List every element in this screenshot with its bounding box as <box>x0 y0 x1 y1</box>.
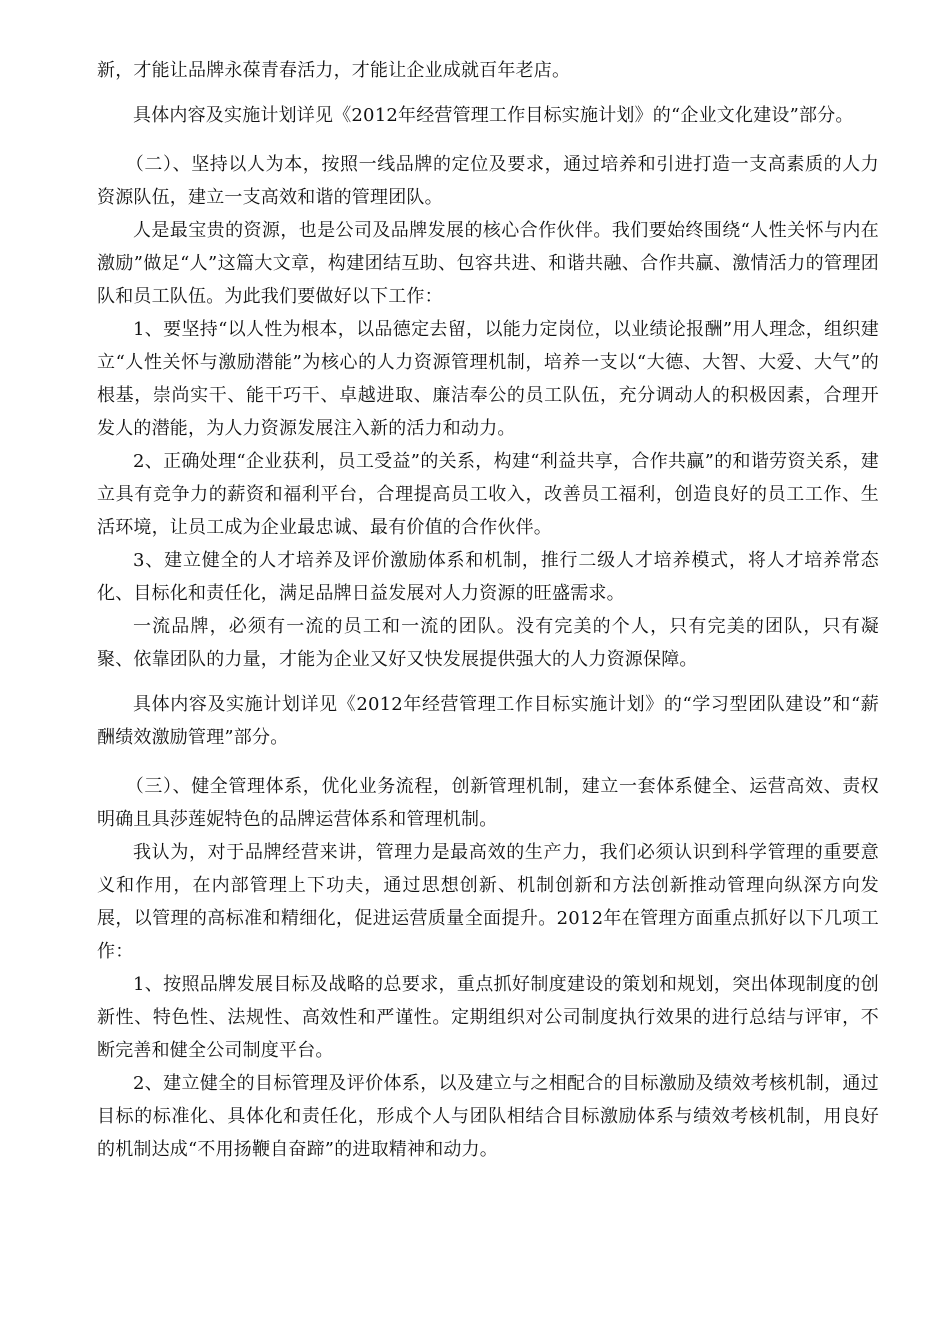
list-item-management-2: 2、建立健全的目标管理及评价体系，以及建立与之相配合的目标激励及绩效考核机制，通过目标的标准化、具体化和责任化，形成个人与团队相结合目标激励体系与绩效考核机制，用良好的机制达成“不用扬鞭自奋蹄”的进取精神和动力。 <box>97 1073 879 1160</box>
list-item-2: 2、正确处理“企业获利，员工受益”的关系，构建“利益共享，合作共赢”的和谐劳资关系，建立具有竞争力的薪资和福利平台，合理提高员工收入，改善员工福利，创造良好的员工工作、生活环境，让员工成为企业最忠诚、最有价值的合作伙伴。 <box>97 451 879 538</box>
list-item-3: 3、建立健全的人才培养及评价激励体系和机制，推行二级人才培养模式，将人才培养常态化、目标化和责任化，满足品牌日益发展对人力资源的旺盛需求。 <box>97 550 879 604</box>
section-heading-2: （二）、坚持以人为本，按照一线品牌的定位及要求，通过培养和引进打造一支高素质的人力资源队伍，建立一支高效和谐的管理团队。 <box>97 154 879 208</box>
list-item-1: 1、要坚持“以人性为根本，以品德定去留，以能力定岗位，以业绩论报酬”用人理念，组织建立“人性关怀与激励潜能”为核心的人力资源管理机制，培养一支以“大德、大智、大爱、大气”的根基，崇尚实干、能干巧干、卓越进取、廉洁奉公的员工队伍，充分调动人的积极因素，合理开发人的潜能，为人力资源发展注入新的活力和动力。 <box>97 319 879 439</box>
document-page <box>97 54 879 1166</box>
paragraph-continuation: 新，才能让品牌永葆青春活力，才能让企业成就百年老店。 <box>97 60 571 81</box>
paragraph-team: 一流品牌，必须有一流的员工和一流的团队。没有完美的个人，只有完美的团队，只有凝聚、依靠团队的力量，才能为企业又好又快发展提供强大的人力资源保障。 <box>97 616 879 670</box>
paragraph-people: 人是最宝贵的资源，也是公司及品牌发展的核心合作伙伴。我们要始终围绕“人性关怀与内在激励”做足“人”这篇大文章，构建团结互助、包容共进、和谐共融、合作共赢、激情活力的管理团队和员工队伍。为此我们要做好以下工作： <box>97 220 879 307</box>
section-heading-3: （三）、健全管理体系，优化业务流程，创新管理机制，建立一套体系健全、运营高效、责权明确且具莎莲妮特色的品牌运营体系和管理机制。 <box>97 776 879 830</box>
list-item-management-1: 1、按照品牌发展目标及战略的总要求，重点抓好制度建设的策划和规划，突出体现制度的创新性、特色性、法规性、高效性和严谨性。定期组织对公司制度执行效果的进行总结与评审，不断完善和健全公司制度平台。 <box>97 974 879 1061</box>
paragraph-reference-culture: 具体内容及实施计划详见《2012年经营管理工作目标实施计划》的“企业文化建设”部分。 <box>133 105 854 126</box>
paragraph-reference-team: 具体内容及实施计划详见《2012年经营管理工作目标实施计划》的“学习型团队建设”和“薪酬绩效激励管理”部分。 <box>97 694 879 748</box>
paragraph-management: 我认为，对于品牌经营来讲，管理力是最高效的生产力，我们必须认识到科学管理的重要意义和作用，在内部管理上下功夫，通过思想创新、机制创新和方法创新推动管理向纵深方向发展，以管理的高标准和精细化，促进运营质量全面提升。2012年在管理方面重点抓好以下几项工作： <box>97 842 879 962</box>
